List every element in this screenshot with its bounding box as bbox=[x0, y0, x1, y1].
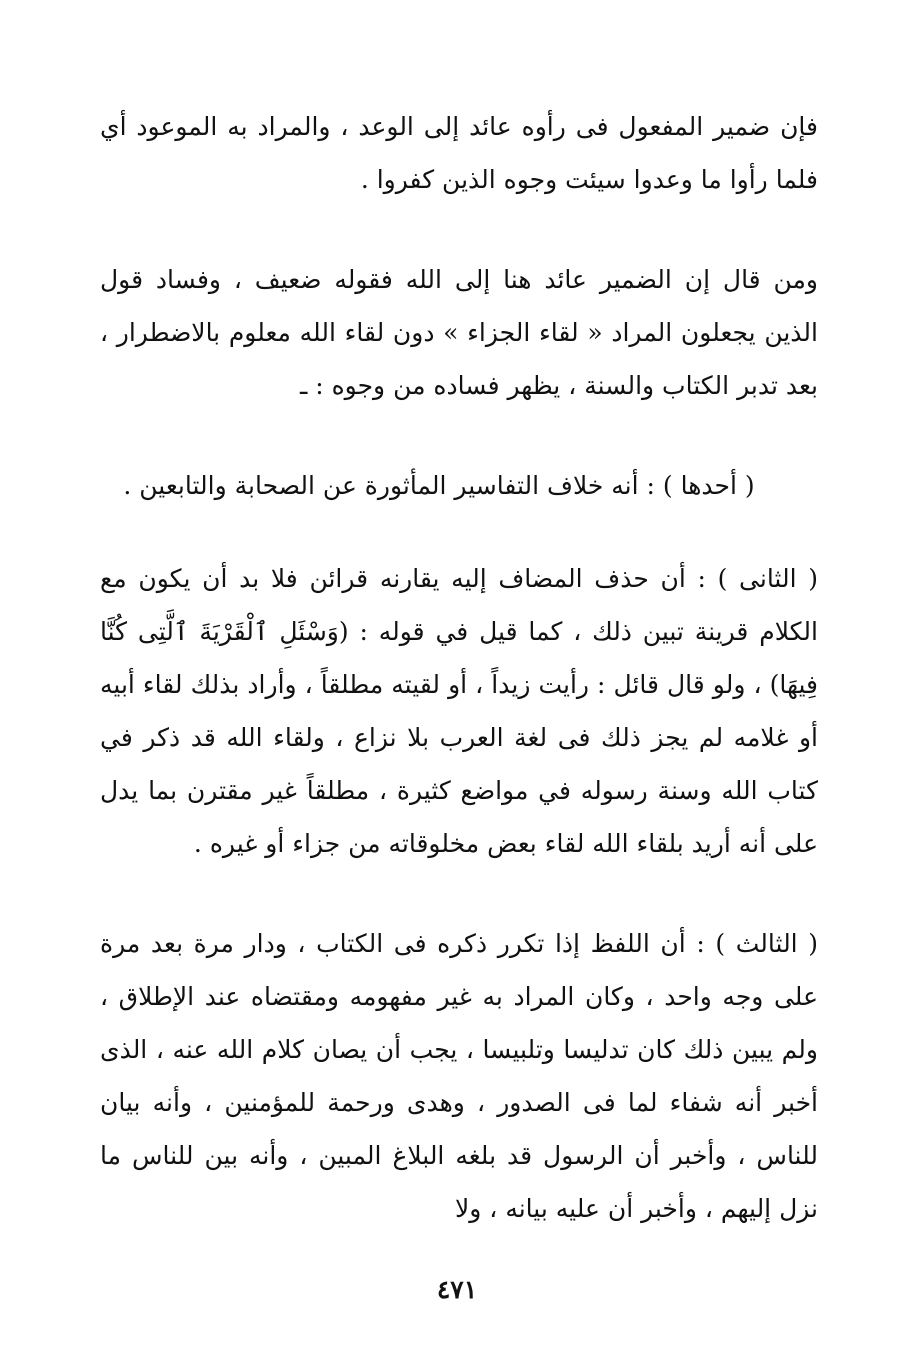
paragraph-gap bbox=[100, 206, 818, 253]
paragraph-gap bbox=[100, 870, 818, 917]
body-text bbox=[100, 100, 818, 1235]
paragraph-1: فإن ضمير المفعول فى رأوه عائد إلى الوعد ، والمراد به الموعود أي فلما رأوا ما وعدوا سيئت وجوه الذين كفروا . bbox=[100, 112, 818, 194]
paragraph-3-first-point: ( أحدها ) : أنه خلاف التفاسير المأثورة عن الصحابة والتابعين . bbox=[123, 471, 755, 500]
paragraph-gap bbox=[100, 412, 818, 459]
paragraph-gap bbox=[100, 512, 818, 552]
paragraph-4-second-point: ( الثانى ) : أن حذف المضاف إليه يقارنه قرائن فلا بد أن يكون مع الكلام قرينة تبين ذلك ، كما قيل في قوله : (وَسْئَلِ ٱلْقَرْيَةَ ٱلَّتِى كُنَّا فِيهَا) ، ولو قال قائل : رأيت زيداً ، أو لقيته مطلقاً ، وأراد بذلك لقاء أبيه أو غلامه لم يجز ذلك فى لغة العرب بلا نزاع ، ولقاء الله قد ذكر في كتاب الله وسنة رسوله في مواضع كثيرة ، مطلقاً غير مقترن بما يدل على أنه أريد بلقاء الله لقاء بعض مخلوقاته من جزاء أو غيره . bbox=[100, 564, 818, 858]
paragraph-5-third-point: ( الثالث ) : أن اللفظ إذا تكرر ذكره فى الكتاب ، ودار مرة بعد مرة على وجه واحد ، وكان المراد به غير مفهومه ومقتضاه عند الإطلاق ، ولم يبين ذلك كان تدليسا وتلبيسا ، يجب أن يصان كلام الله عنه ، الذى أخبر أنه شفاء لما فى الصدور ، وهدى ورحمة للمؤمنين ، وأنه بيان للناس ، وأخبر أن الرسول قد بلغه البلاغ المبين ، وأنه بين للناس ما نزل إليهم ، وأخبر أن عليه بيانه ، ولا bbox=[100, 929, 818, 1223]
paragraph-2: ومن قال إن الضمير عائد هنا إلى الله فقوله ضعيف ، وفساد قول الذين يجعلون المراد « لقاء الجزاء » دون لقاء الله معلوم بالاضطرار ، بعد تدبر الكتاب والسنة ، يظهر فساده من وجوه : ـ bbox=[100, 265, 818, 400]
page-number: ٤٧١ bbox=[436, 1275, 478, 1304]
